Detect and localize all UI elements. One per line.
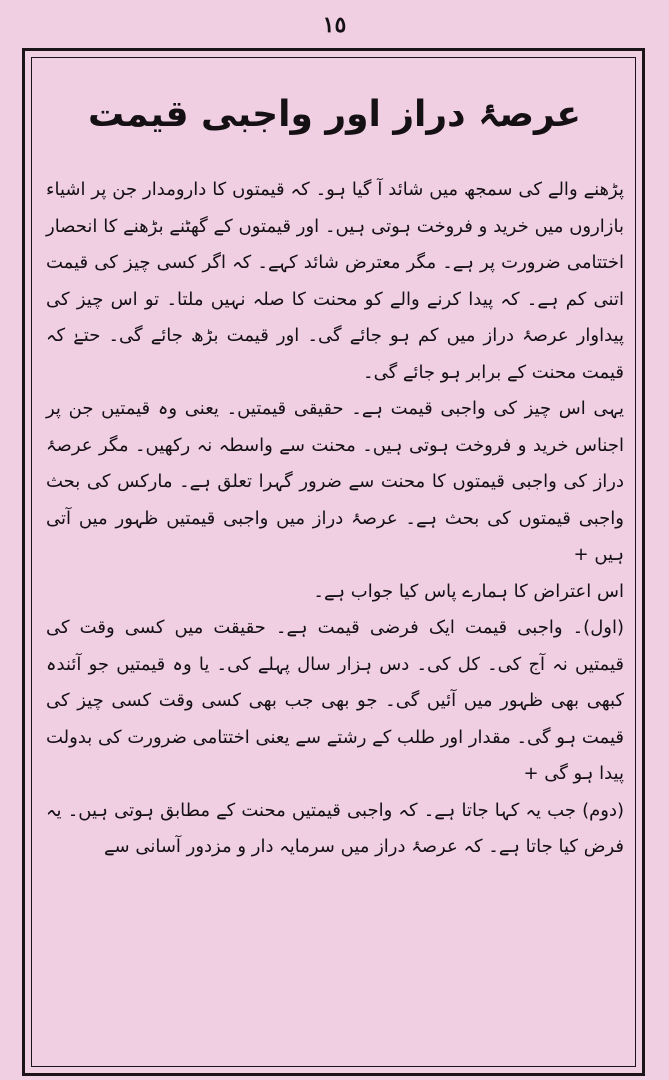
paragraph: یہی اس چیز کی واجبی قیمت ہے۔ حقیقی قیمتیں۔ یعنی وہ قیمتیں جن پر اجناس خرید و فروخت ہوتی ہیں۔ محنت سے واسطہ نہ رکھیں۔ مگر عرصۂ دراز کی واجبی قیمتوں کا محنت سے ضرور گہرا تعلق ہے۔ مارکس کی بحث واجبی قیمتوں کی بحث ہے۔ عرصۂ دراز میں واجبی قیمتیں ظہور میں آتی ہیں +	[46, 398, 624, 565]
paragraph: (اول)۔ واجبی قیمت ایک فرضی قیمت ہے۔ حقیقت میں کسی وقت کی قیمتیں نہ آج کی۔ کل کی۔ دس ہزار سال پہلے کی۔ یا وہ قیمتیں جو آئندہ کبھی بھی ظہور میں آئیں گی۔ جو بھی جب بھی کسی وقت کسی چیز کی قیمت ہو گی۔ مقدار اور طلب کے رشتے سے یعنی اختتامی ضرورت کی بدولت پیدا ہو گی +	[46, 617, 624, 784]
paragraph: (دوم) جب یہ کہا جاتا ہے۔ کہ واجبی قیمتیں محنت کے مطابق ہوتی ہیں۔ یہ فرض کیا جاتا ہے۔ کہ عرصۂ دراز میں سرمایہ دار و مزدور آسانی سے	[46, 799, 624, 857]
paragraph: اس اعتراض کا ہمارے پاس کیا جواب ہے۔	[313, 580, 624, 602]
paragraph: پڑھنے والے کی سمجھ میں شائد آ گیا ہو۔ کہ قیمتوں کا دارومدار جن پر اشیاء بازاروں میں خرید و فروخت ہوتی ہیں۔ اور قیمتوں کے گھٹنے بڑھنے کا انحصار اختتامی ضرورت پر ہے۔ مگر معترض شائد کہے۔ کہ اگر کسی چیز کی قیمت اتنی کم ہے۔ کہ پیدا کرنے والے کو محنت کا صلہ نہیں ملتا۔ تو اس چیز کی پیداوار عرصۂ دراز میں کم ہو جائے گی۔ اور قیمت بڑھ جائے گی۔ حتےٰ کہ قیمت محنت کے برابر ہو جائے گی۔	[46, 179, 624, 383]
page-title: عرصۂ دراز اور واجبی قیمت	[88, 94, 581, 135]
body-text	[46, 172, 624, 866]
page-number: ١٥	[322, 12, 347, 38]
